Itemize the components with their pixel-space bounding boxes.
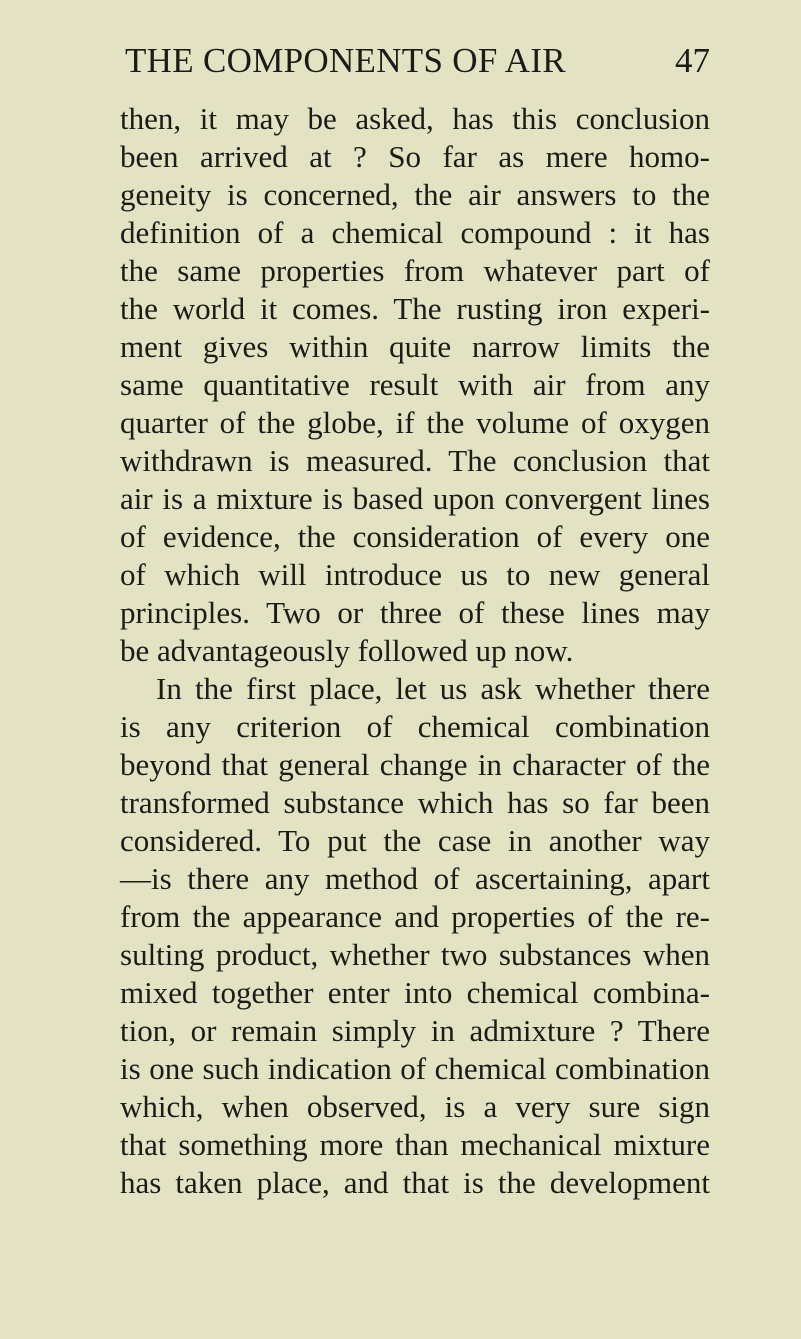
text-line: quarter of the globe, if the volume of oxygen xyxy=(120,405,710,440)
text-line: of evidence, the consideration of every one xyxy=(120,519,710,554)
paragraph-end-line: be advantageously followed up now. xyxy=(120,633,574,668)
text-line: considered. To put the case in another way xyxy=(120,823,710,858)
text-line: same quantitative result with air from any xyxy=(120,367,710,402)
text-line: of which will introduce us to new general xyxy=(120,557,710,592)
text-line: beyond that general change in character of the xyxy=(120,747,710,782)
text-line: withdrawn is measured. The conclusion that xyxy=(120,443,710,478)
text-line: has taken place, and that is the development xyxy=(120,1165,710,1200)
text-line: definition of a chemical compound : it has xyxy=(120,215,710,250)
text-line: sulting product, whether two substances when xyxy=(120,937,710,972)
text-line: that something more than mechanical mixture xyxy=(120,1127,710,1162)
text-line: transformed substance which has so far been xyxy=(120,785,710,820)
text-line: principles. Two or three of these lines may xyxy=(120,595,710,630)
text-line: the same properties from whatever part of xyxy=(120,253,710,288)
text-line: ment gives within quite narrow limits the xyxy=(120,329,710,364)
text-line: —is there any method of ascertaining, apart xyxy=(120,861,710,896)
text-line: is any criterion of chemical combination xyxy=(120,709,710,744)
text-line: the world it comes. The rusting iron experi- xyxy=(120,291,710,326)
text-line: from the appearance and properties of the re- xyxy=(120,899,710,934)
text-line: is one such indication of chemical combination xyxy=(120,1051,710,1086)
text-line: been arrived at ? So far as mere homo- xyxy=(120,139,710,174)
text-line: tion, or remain simply in admixture ? There xyxy=(120,1013,710,1048)
text-line: then, it may be asked, has this conclusion xyxy=(120,101,710,136)
text-line: which, when observed, is a very sure sign xyxy=(120,1089,710,1124)
running-head xyxy=(110,36,710,86)
page-number: 47 xyxy=(675,41,710,80)
body-text xyxy=(120,100,710,1202)
text-line: mixed together enter into chemical combina- xyxy=(120,975,710,1010)
running-title: THE COMPONENTS OF AIR xyxy=(125,41,566,80)
text-line: air is a mixture is based upon convergent lines xyxy=(120,481,710,516)
text-line: geneity is concerned, the air answers to the xyxy=(120,177,710,212)
paragraph-start-line: In the first place, let us ask whether there xyxy=(156,671,710,706)
